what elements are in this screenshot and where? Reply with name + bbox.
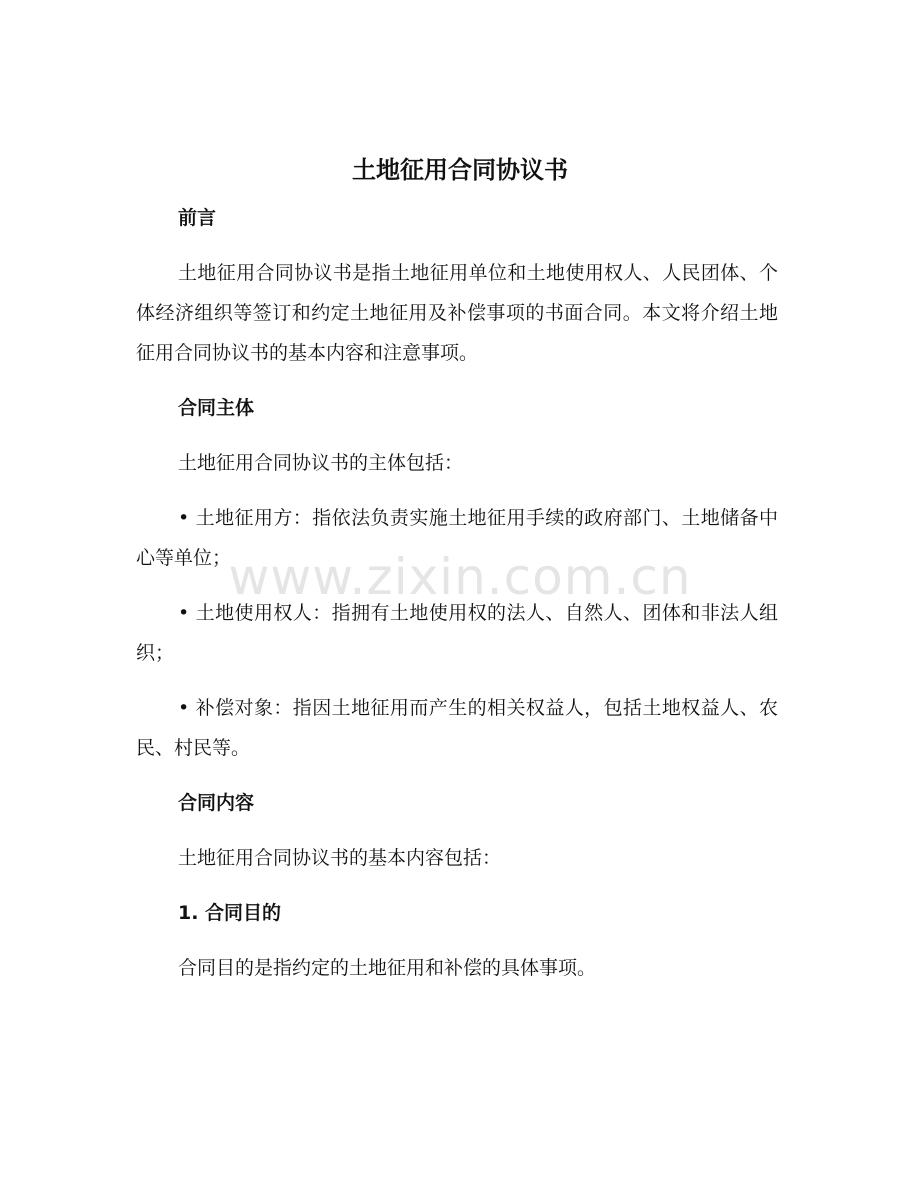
subject-item-compensation: • 补偿对象：指因土地征用而产生的相关权益人，包括土地权益人、农民、村民等。 bbox=[136, 697, 778, 759]
subject-item-acquirer: • 土地征用方：指依法负责实施土地征用手续的政府部门、土地储备中心等单位； bbox=[136, 507, 778, 569]
document-body bbox=[136, 198, 778, 988]
subject-intro: 土地征用合同协议书的主体包括： bbox=[178, 452, 464, 474]
document-title: 土地征用合同协议书 bbox=[352, 156, 568, 184]
subject-heading: 合同主体 bbox=[178, 397, 255, 419]
content-intro: 土地征用合同协议书的基本内容包括： bbox=[178, 847, 502, 869]
preface-paragraph: 土地征用合同协议书是指土地征用单位和土地使用权人、人民团体、个体经济组织等签订和约定土地征用及补偿事项的书面合同。本文将介绍土地征用合同协议书的基本内容和注意事项。 bbox=[136, 262, 778, 364]
preface-heading: 前言 bbox=[178, 207, 217, 229]
purpose-heading: 1. 合同目的 bbox=[178, 902, 282, 924]
purpose-paragraph: 合同目的是指约定的土地征用和补偿的具体事项。 bbox=[178, 957, 597, 979]
content-heading: 合同内容 bbox=[178, 792, 255, 814]
subject-item-land-user: • 土地使用权人：指拥有土地使用权的法人、自然人、团体和非法人组织； bbox=[136, 602, 778, 664]
watermark-text: www.zixin.com.cn bbox=[228, 548, 692, 606]
